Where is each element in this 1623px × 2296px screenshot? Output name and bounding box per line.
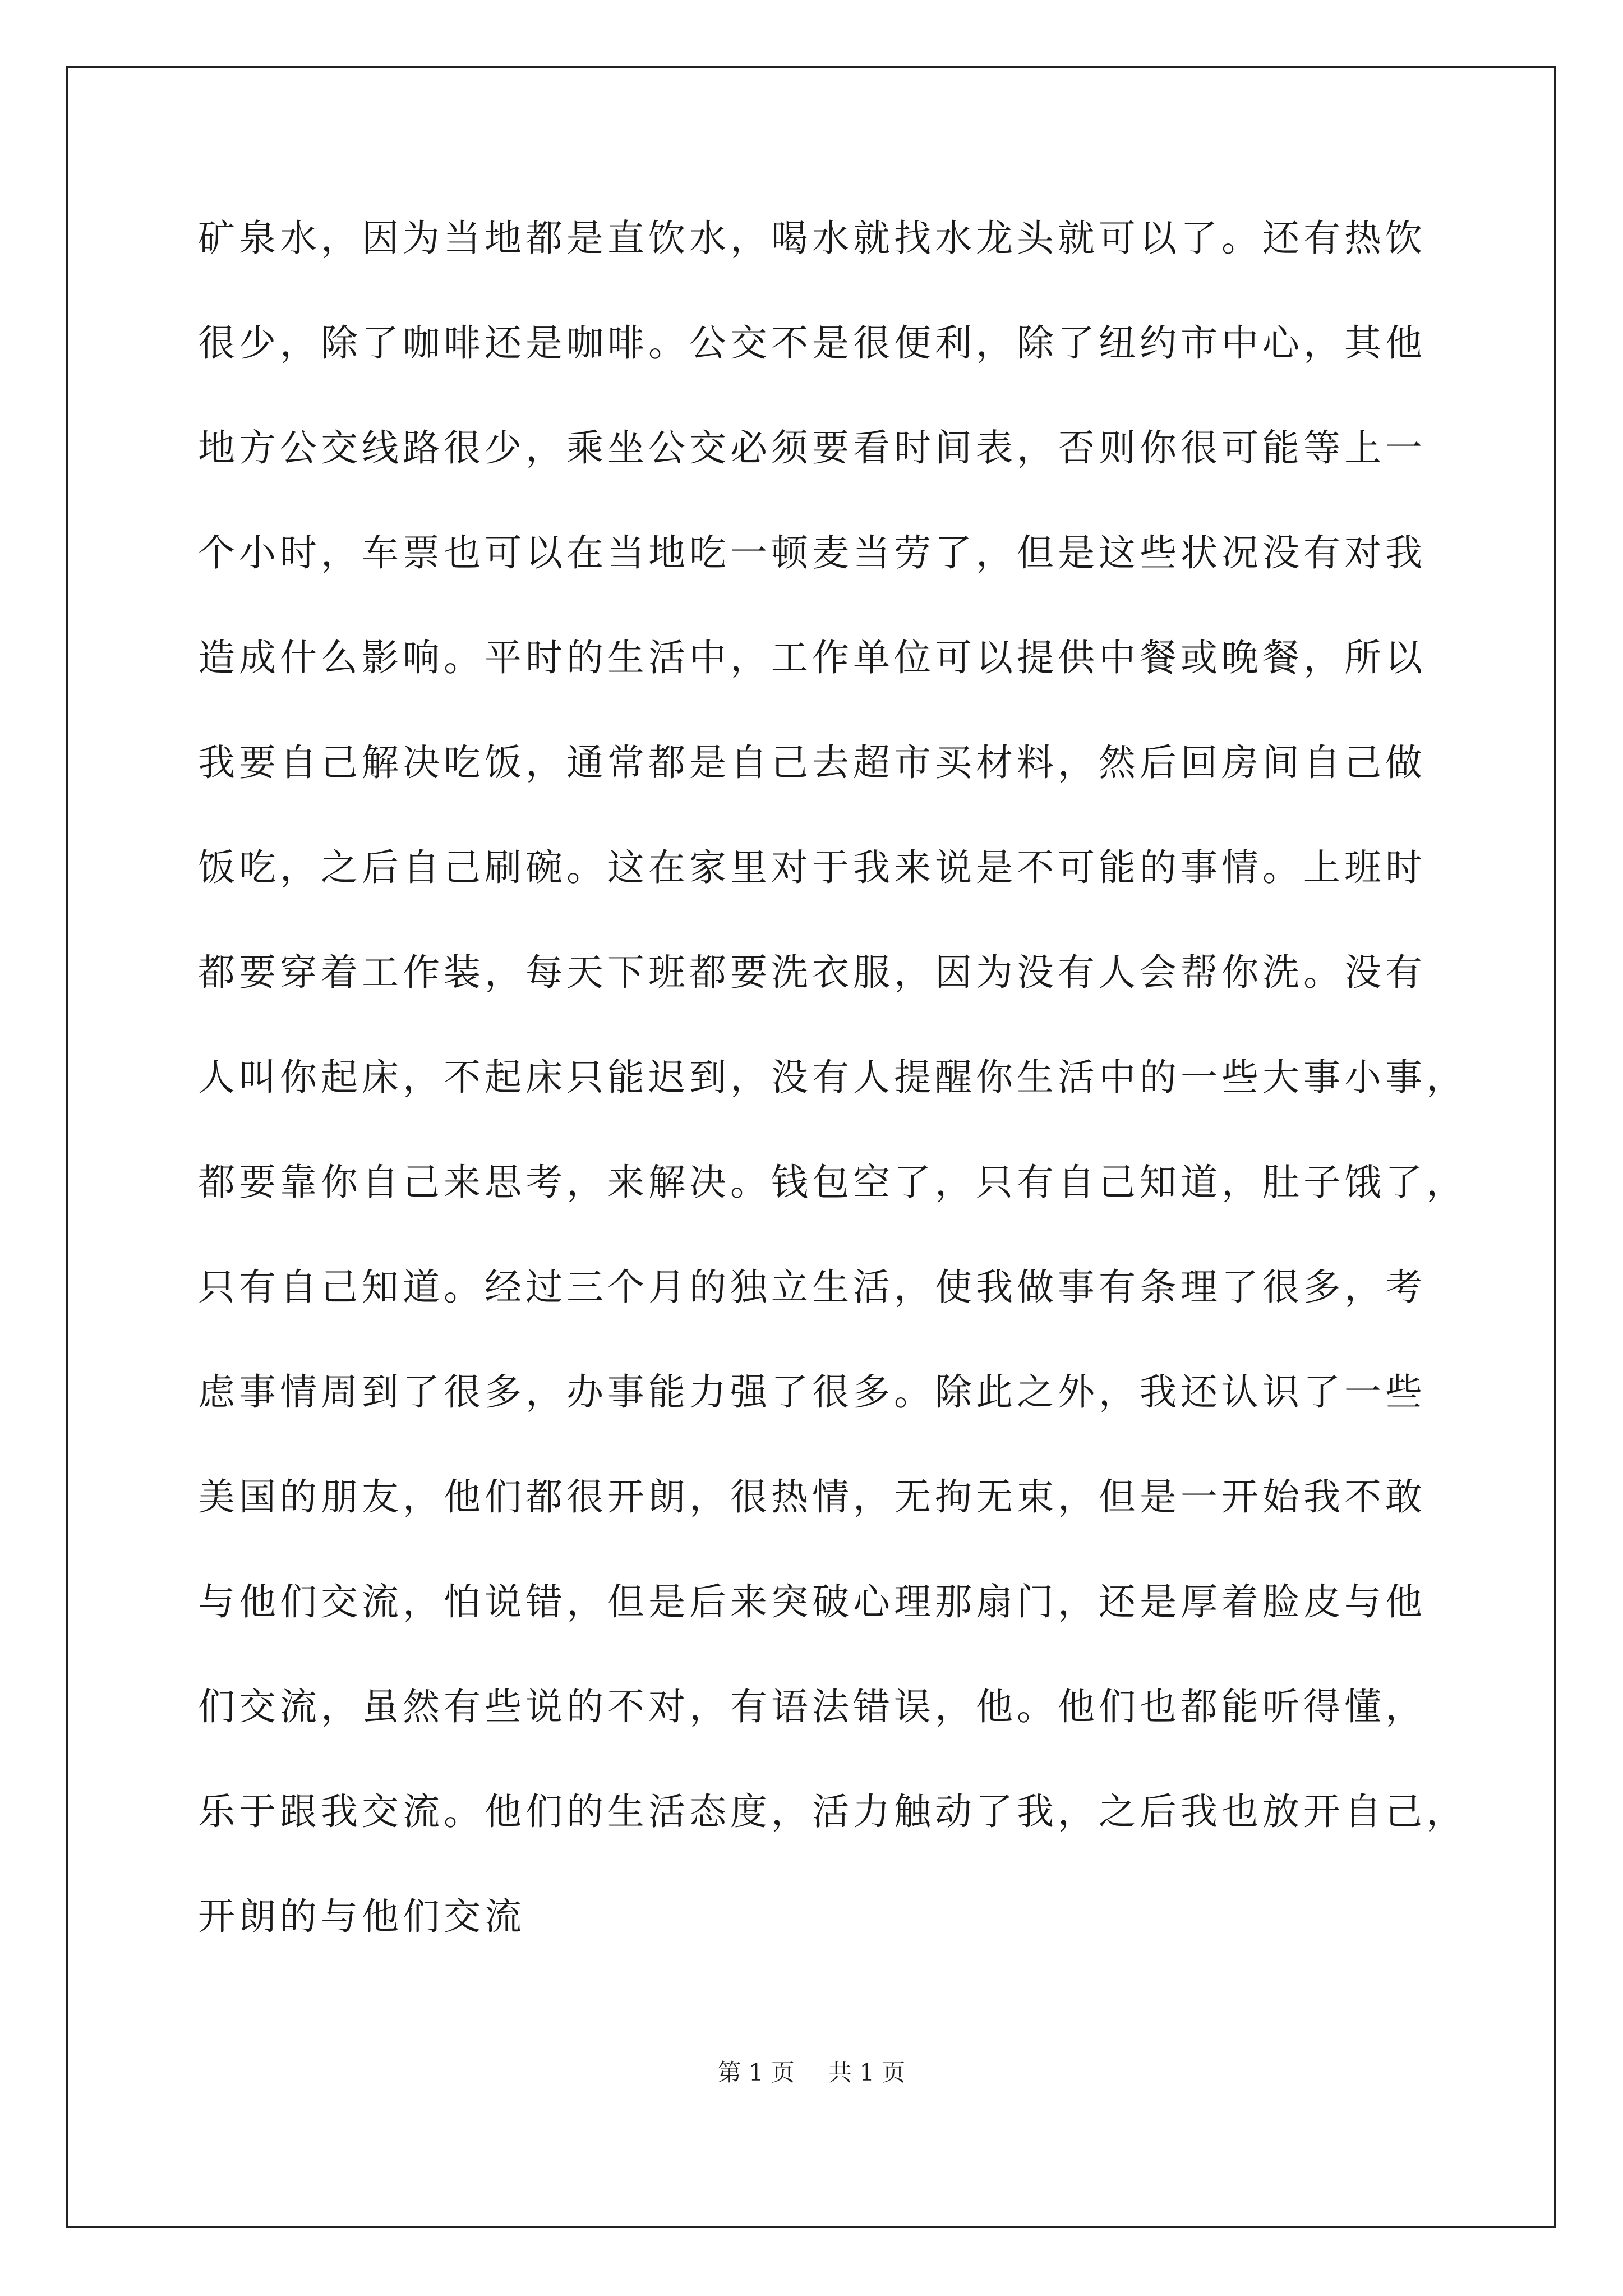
text-line: 们交流，虽然有些说的不对，有语法错误，他。他们也都能听得懂，: [198, 1685, 1426, 1728]
text-line: 都要穿着工作装，每天下班都要洗衣服，因为没有人会帮你洗。没有: [198, 951, 1426, 994]
text-line: 很少，除了咖啡还是咖啡。公交不是很便利，除了纽约市中心，其他: [198, 321, 1426, 365]
text-line: 我要自己解决吃饭，通常都是自己去超市买材料，然后回房间自己做: [198, 741, 1426, 784]
page-number: 第 1 页: [717, 2059, 795, 2086]
text-line: 乐于跟我交流。他们的生活态度，活力触动了我，之后我也放开自己，: [198, 1790, 1467, 1833]
text-line: 矿泉水，因为当地都是直饮水，喝水就找水龙头就可以了。还有热饮: [198, 217, 1426, 260]
text-line: 虑事情周到了很多，办事能力强了很多。除此之外，我还认识了一些: [198, 1370, 1426, 1414]
page-total: 共 1 页: [828, 2059, 906, 2086]
text-line: 饭吃，之后自己刷碗。这在家里对于我来说是不可能的事情。上班时: [198, 846, 1426, 889]
document-body: [198, 217, 1467, 2002]
text-line: 只有自己知道。经过三个月的独立生活，使我做事有条理了很多，考: [198, 1266, 1426, 1309]
text-line: 人叫你起床，不起床只能迟到，没有人提醒你生活中的一些大事小事，: [198, 1056, 1467, 1099]
text-line: 造成什么影响。平时的生活中，工作单位可以提供中餐或晚餐，所以: [198, 636, 1426, 679]
text-line: 开朗的与他们交流: [198, 1895, 525, 1938]
text-line: 与他们交流，怕说错，但是后来突破心理那扇门，还是厚着脸皮与他: [198, 1580, 1426, 1623]
text-line: 个小时，车票也可以在当地吃一顿麦当劳了，但是这些状况没有对我: [198, 531, 1426, 574]
page-footer: [0, 2059, 1623, 2087]
text-line: 地方公交线路很少，乘坐公交必须要看时间表，否则你很可能等上一: [198, 426, 1426, 470]
text-line: 美国的朋友，他们都很开朗，很热情，无拘无束，但是一开始我不敢: [198, 1475, 1426, 1519]
text-line: 都要靠你自己来思考，来解决。钱包空了，只有自己知道，肚子饿了，: [198, 1161, 1467, 1204]
